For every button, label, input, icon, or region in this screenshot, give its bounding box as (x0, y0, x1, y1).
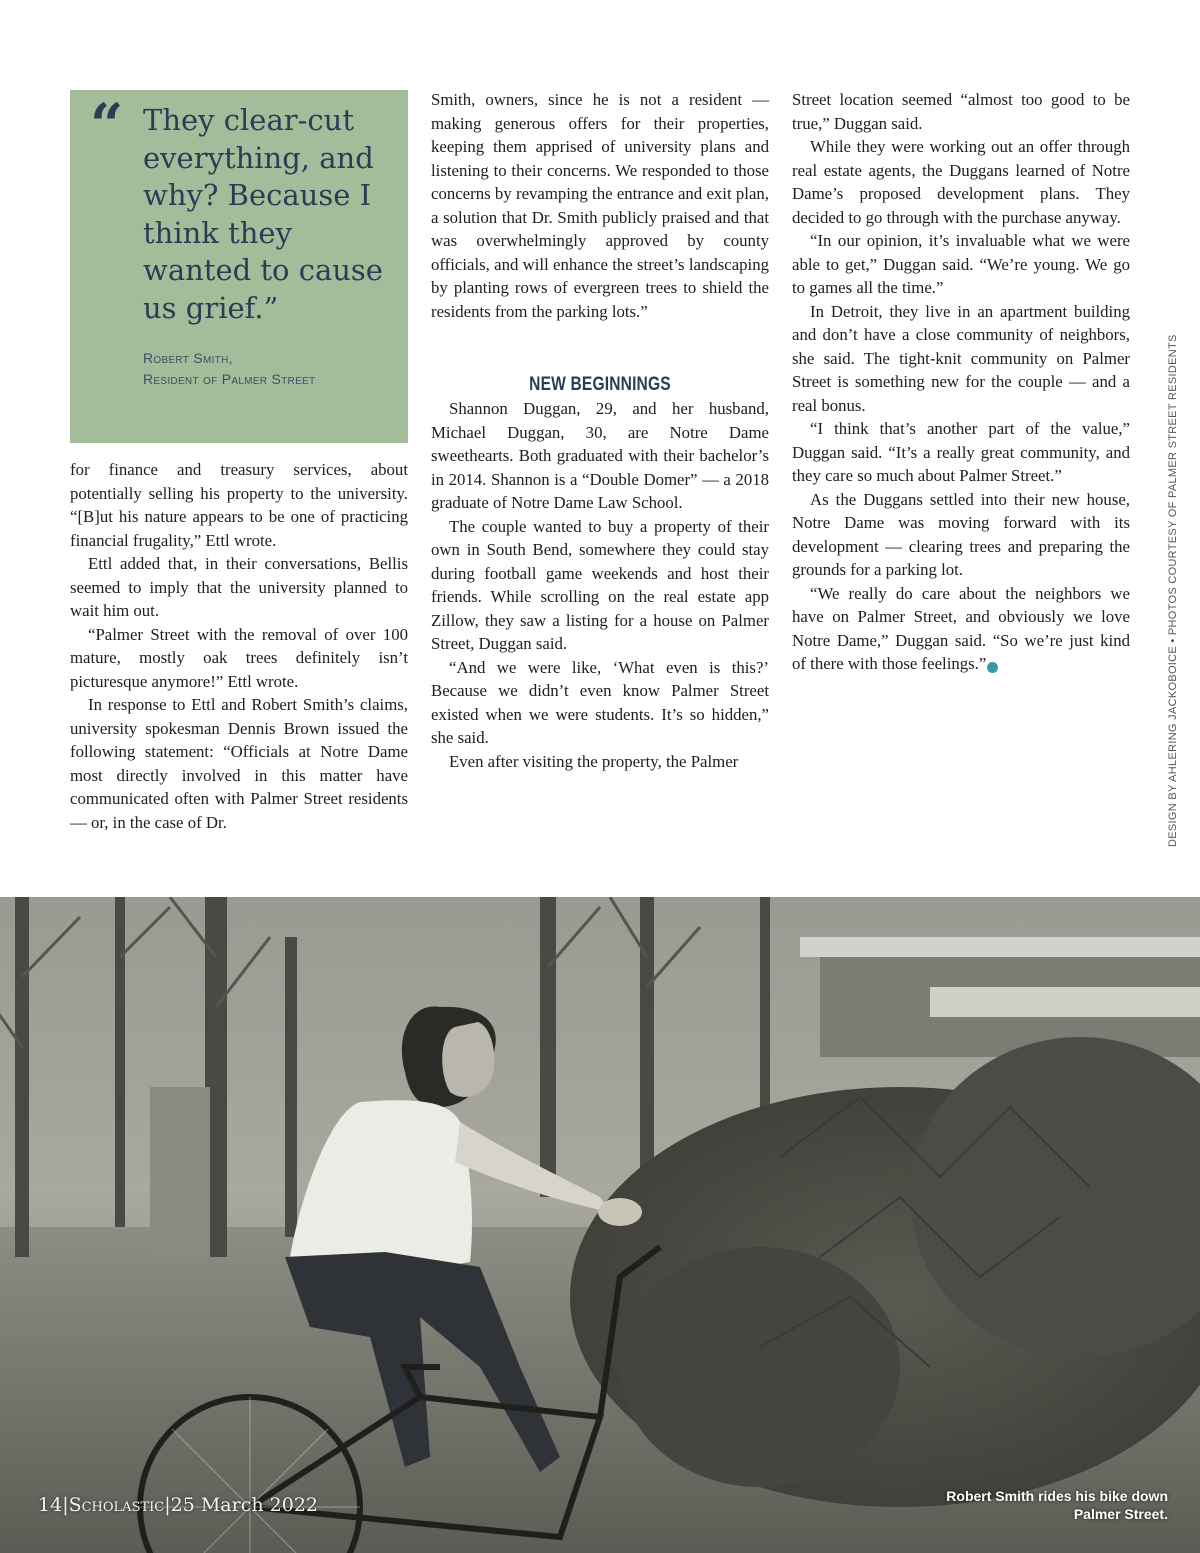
paragraph: The couple wanted to buy a property of their own in South Bend, somewhere they could stay during football game weekends and host their friends. While scrolling on the real estate app Zillow, they saw a listing for a house on Palmer Street, Duggan said. (431, 516, 769, 653)
paragraph: for finance and treasury services, about potentially selling his property to the university. “[B]ut his nature appears to be one of practicing financial frugality,” Ettl wrote. (70, 460, 408, 550)
paragraph-last (792, 582, 1130, 676)
photo-caption (946, 1487, 1168, 1523)
end-mark-icon: S (987, 662, 998, 673)
paragraph: “In our opinion, it’s invaluable what we were able to get,” Duggan said. “We’re young. We go to games all the time.” (792, 231, 1130, 297)
paragraph: “I think that’s another part of the value,” Duggan said. “It’s a really great community, and they care so much about Palmer Street.” (792, 419, 1130, 485)
paragraph: Even after visiting the property, the Palmer (449, 751, 739, 771)
caption-line-1: Robert Smith rides his bike down (946, 1488, 1168, 1504)
article-column-2 (431, 88, 769, 773)
photo-credit: DESIGN BY AHLERING JACKOBOICE • PHOTOS COURTESY OF PALMER STREET RESIDENTS (1167, 334, 1179, 847)
paragraph: Shannon Duggan, 29, and her husband, Michael Duggan, 30, are Notre Dame sweethearts. Both graduated with their bachelor’s in 2014. Shannon is a “Double Domer” — a 2018 graduate of Notre Dame Law School. (431, 399, 769, 512)
magazine-name: Scholastic (68, 1494, 165, 1516)
paragraph: While they were working out an offer through real estate agents, the Duggans learned of Notre Dame’s proposed development plans. They decided to go through with the purchase anyway. (792, 137, 1130, 227)
paragraph: Street location seemed “almost too good to be true,” Duggan said. (792, 90, 1130, 133)
folio-separator: | (164, 1494, 171, 1516)
page-number: 14 (38, 1494, 63, 1516)
paragraph: As the Duggans settled into their new house, Notre Dame was moving forward with its development — clearing trees and preparing the grounds for a parking lot. (792, 489, 1130, 579)
quote-mark-icon: “ (90, 91, 124, 159)
article-column-3 (792, 88, 1130, 676)
attribution-name: Robert Smith, (143, 350, 233, 366)
pull-quote-text: They clear-cut everything, and why? Because I think they wanted to cause us grief.” (143, 103, 383, 325)
paragraph: Ettl added that, in their conversations, Bellis seemed to imply that the university planned to wait him out. (70, 554, 408, 620)
paragraph: “And we were like, ‘What even is this?’ Because we didn’t even know Palmer Street existed when we were students. It’s so hidden,” she said. (431, 657, 769, 747)
cyclist-photo (0, 897, 1200, 1553)
caption-line-2: Palmer Street. (1073, 1506, 1168, 1522)
last-paragraph-text: “We really do care about the neighbors we have on Palmer Street, and obviously we love Notre Dame,” Duggan said. “So we’re just kind of there with those feelings.” (792, 583, 1130, 673)
issue-date: 25 March 2022 (170, 1494, 318, 1516)
folio-separator: | (62, 1494, 69, 1516)
paragraph: Smith, owners, since he is not a resident — making generous offers for their properties, keeping them apprised of university plans and listening to their concerns. We responded to those concerns by revamping the entrance and exit plan, a solution that Dr. Smith publicly praised and that was overwhelmingly approved by county officials, and will enhance the street’s landscaping by planting rows of evergreen trees to shield the residents from the parking lots.” (431, 90, 769, 321)
page-folio (38, 1494, 318, 1516)
pull-quote-box (70, 90, 408, 443)
article-column-1 (70, 458, 408, 834)
paragraph: In Detroit, they live in an apartment building and don’t have a close community of neighbors, she said. The tight-knit community on Palmer Street is something new for the couple — and a real bonus. (792, 301, 1130, 415)
pull-quote-attribution (143, 348, 315, 390)
paragraph: “Palmer Street with the removal of over 100 mature, mostly oak trees definitely isn’t picturesque anymore!” Ettl wrote. (70, 624, 408, 691)
attribution-title: Resident of Palmer Street (143, 371, 316, 387)
section-subhead: NEW BEGINNINGS (529, 374, 671, 395)
paragraph: In response to Ettl and Robert Smith’s claims, university spokesman Dennis Brown issued the following statement: “Officials at Notre Dame most directly involved in this matter have communicated often with Palmer Street residents — or, in the case of Dr. (70, 695, 408, 832)
